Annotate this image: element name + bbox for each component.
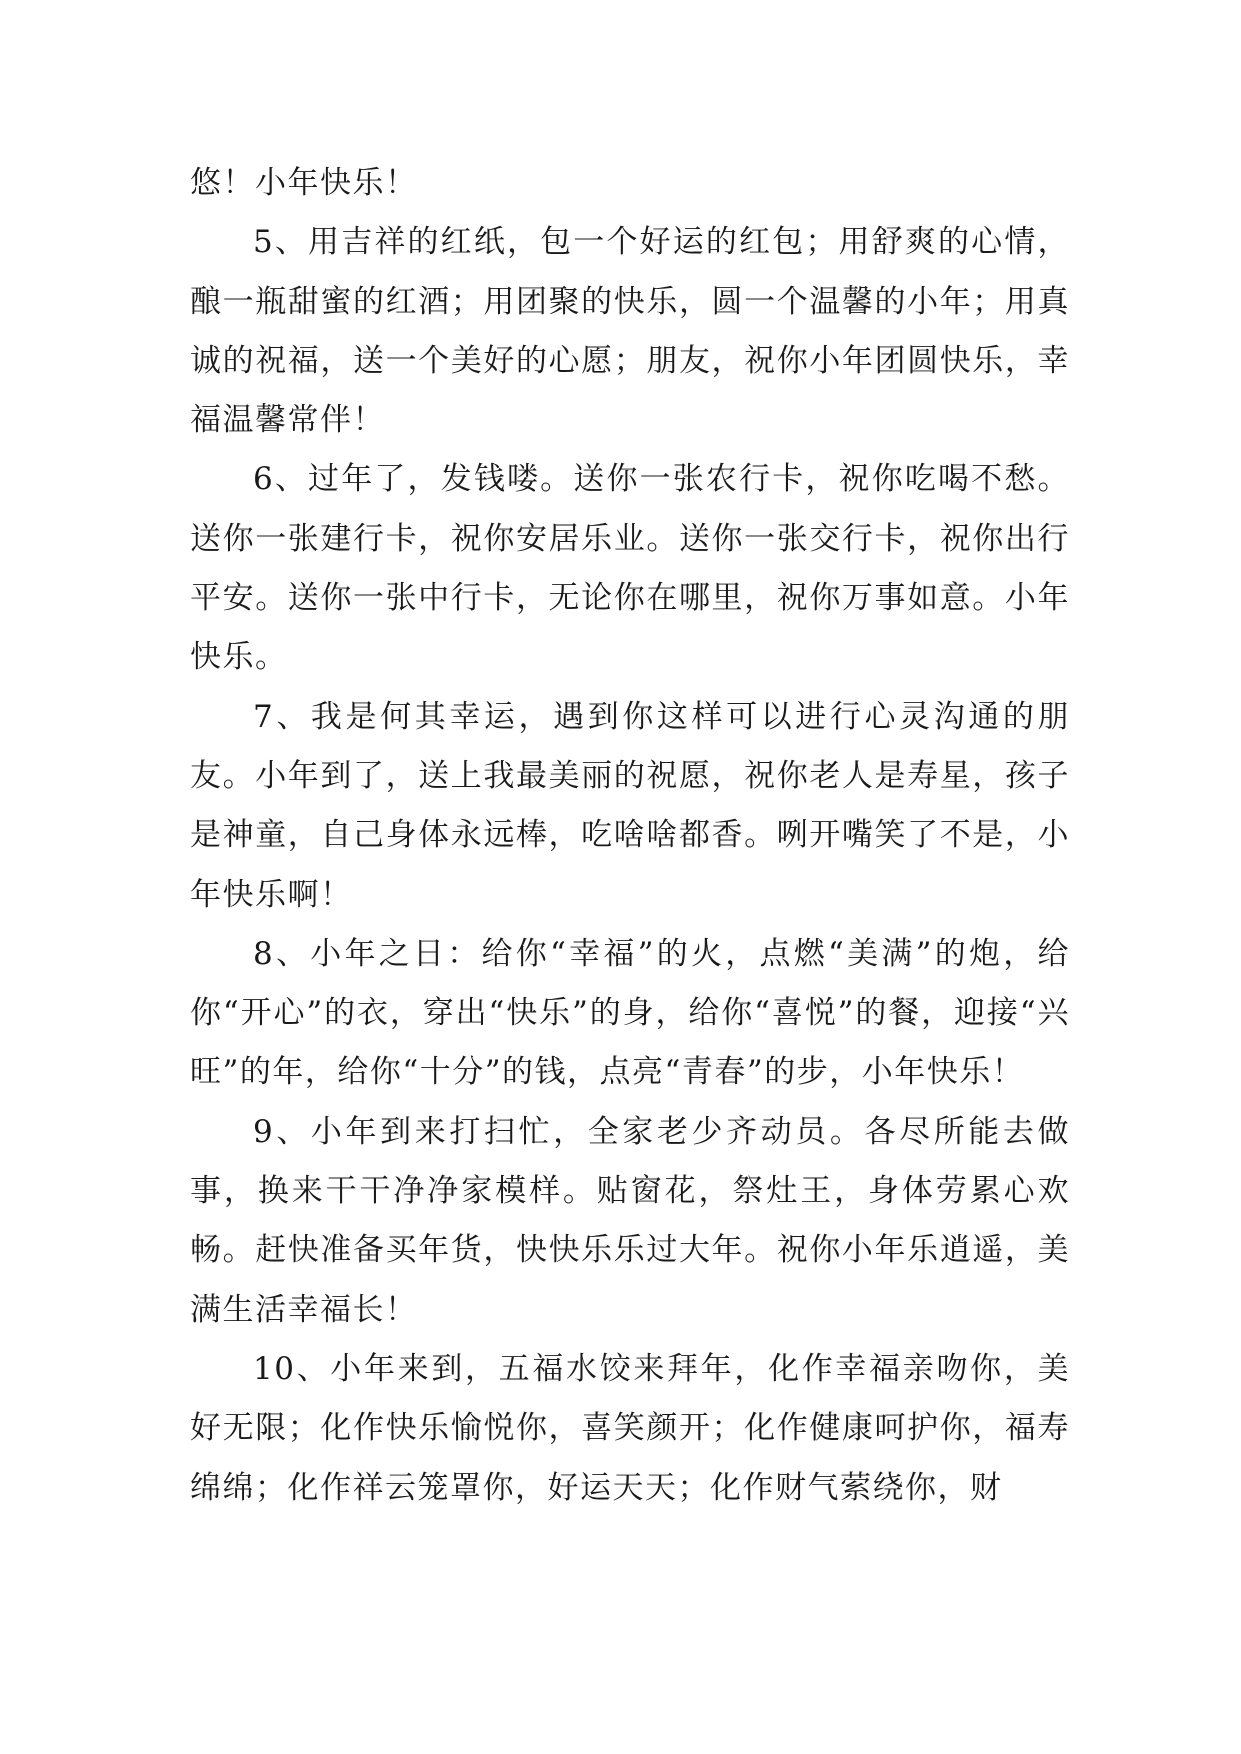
document-body xyxy=(190,154,1070,1518)
paragraph-8: 8、小年之日：给你“幸福”的火，点燃“美满”的炮，给你“开心”的衣，穿出“快乐”的身，给你“喜悦”的餐，迎接“兴旺”的年，给你“十分”的钱，点亮“青春”的步，小年快乐！ xyxy=(190,935,1070,1091)
paragraph-7: 7、我是何其幸运，遇到你这样可以进行心灵沟通的朋友。小年到了，送上我最美丽的祝愿，祝你老人是寿星，孩子是神童，自己身体永远棒，吃啥啥都香。咧开嘴笑了不是，小年快乐啊！ xyxy=(190,698,1070,913)
paragraph-5: 5、用吉祥的红纸，包一个好运的红包；用舒爽的心情，酿一瓶甜蜜的红酒；用团聚的快乐，圆一个温馨的小年；用真诚的祝福，送一个美好的心愿；朋友，祝你小年团圆快乐，幸福温馨常伴！ xyxy=(190,224,1070,439)
paragraph-10: 10、小年来到，五福水饺来拜年，化作幸福亲吻你，美好无限；化作快乐愉悦你，喜笑颜开；化作健康呵护你，福寿绵绵；化作祥云笼罩你，好运天天；化作财气萦绕你，财 xyxy=(190,1350,1070,1506)
paragraph-9: 9、小年到来打扫忙，全家老少齐动员。各尽所能去做事，换来干干净净家模样。贴窗花，祭灶王，身体劳累心欢畅。赶快准备买年货，快快乐乐过大年。祝你小年乐逍遥，美满生活幸福长！ xyxy=(190,1113,1070,1328)
paragraph-6: 6、过年了，发钱喽。送你一张农行卡，祝你吃喝不愁。送你一张建行卡，祝你安居乐业。送你一张交行卡，祝你出行平安。送你一张中行卡，无论你在哪里，祝你万事如意。小年快乐。 xyxy=(190,461,1070,676)
paragraph-continuation: 悠！小年快乐！ xyxy=(190,165,418,201)
